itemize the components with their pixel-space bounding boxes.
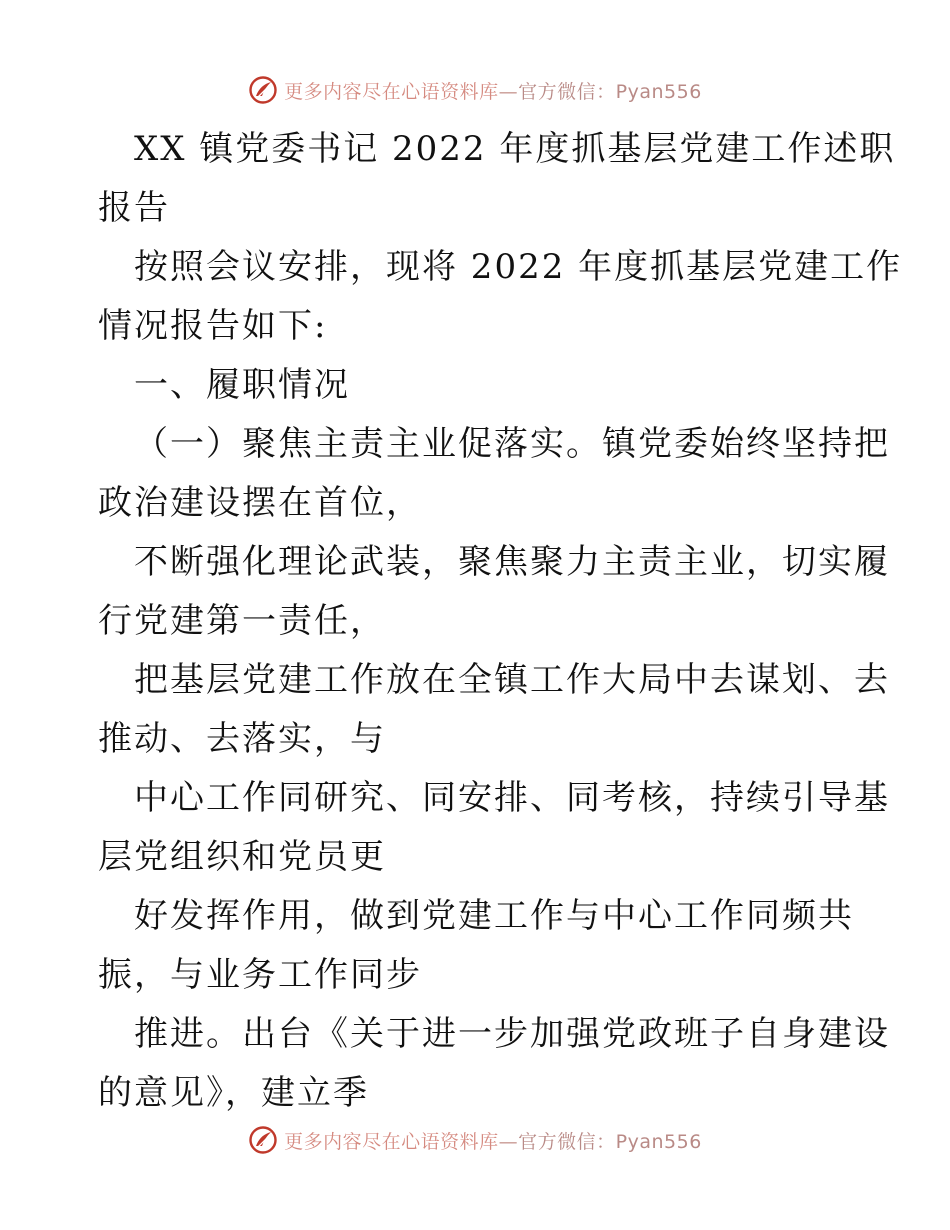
footer-banner-content <box>248 1125 702 1155</box>
header-banner-dash: — <box>498 80 519 103</box>
document-line: XX 镇党委书记 2022 年度抓基层党建工作述职 <box>134 129 896 169</box>
document-line: 行党建第一责任， <box>98 601 386 641</box>
footer-banner-dash: — <box>498 1130 519 1153</box>
footer-banner <box>0 1120 950 1160</box>
brand-logo-icon <box>248 1125 278 1155</box>
document-line: 推进。出台《关于进一步加强党政班子自身建设 <box>134 1014 890 1054</box>
document-line: 报告 <box>98 188 170 228</box>
document-line: 按照会议安排，现将 2022 年度抓基层党建工作 <box>134 247 903 287</box>
footer-banner-text <box>284 1127 702 1154</box>
footer-banner-wechat: 官方微信：Pyan556 <box>518 1130 702 1153</box>
document-line: 情况报告如下: <box>98 306 328 346</box>
document-line: 中心工作同研究、同安排、同考核，持续引导基 <box>134 778 890 818</box>
header-banner <box>0 70 950 110</box>
header-banner-content <box>248 75 702 105</box>
document-line: （一）聚焦主责主业促落实。镇党委始终坚持把 <box>134 424 890 464</box>
header-banner-text <box>284 77 702 104</box>
document-line: 一、履职情况 <box>134 365 350 405</box>
header-banner-wechat: 官方微信：Pyan556 <box>518 80 702 103</box>
header-banner-main: 更多内容尽在心语资料库 <box>284 80 499 103</box>
document-line: 的意见》，建立季 <box>98 1073 369 1113</box>
document-line: 好发挥作用，做到党建工作与中心工作同频共 <box>134 896 854 936</box>
footer-banner-main: 更多内容尽在心语资料库 <box>284 1130 499 1153</box>
document-line: 把基层党建工作放在全镇工作大局中去谋划、去 <box>134 660 890 700</box>
document-line: 振，与业务工作同步 <box>98 955 422 995</box>
document-body <box>98 120 903 1123</box>
document-line: 政治建设摆在首位， <box>98 483 422 523</box>
document-line: 不断强化理论武装，聚焦聚力主责主业，切实履 <box>134 542 890 582</box>
document-line: 推动、去落实，与 <box>98 719 386 759</box>
document-line: 层党组织和党员更 <box>98 837 386 877</box>
brand-logo-icon <box>248 75 278 105</box>
